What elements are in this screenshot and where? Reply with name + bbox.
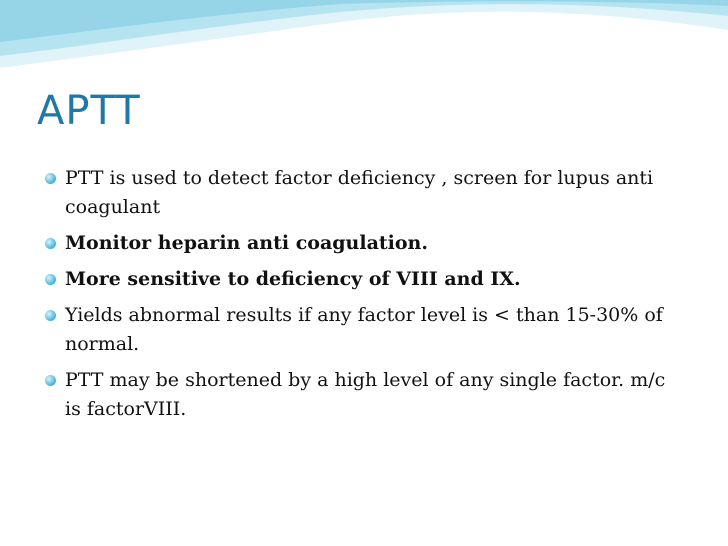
bullet-dot-icon — [45, 310, 56, 321]
bullet-dot-icon — [45, 274, 56, 285]
slide-title: APTT — [37, 88, 141, 134]
bullet-dot-icon — [45, 173, 56, 184]
header-wave-decoration — [0, 0, 728, 80]
bullet-item — [44, 366, 674, 424]
bullet-item — [44, 229, 674, 258]
bullet-item — [44, 301, 674, 359]
bullet-text: Monitor heparin anti coagulation. — [65, 232, 428, 254]
bullet-text: More sensitive to deficiency of VIII and IX. — [65, 268, 521, 290]
bullet-text: PTT is used to detect factor deficiency , screen for lupus anti coagulant — [65, 167, 654, 218]
bullet-item — [44, 164, 674, 222]
bullet-item — [44, 265, 674, 294]
bullet-dot-icon — [45, 375, 56, 386]
bullet-text: Yields abnormal results if any factor level is < than 15-30% of normal. — [65, 304, 663, 355]
bullet-dot-icon — [45, 238, 56, 249]
bullet-text: PTT may be shortened by a high level of any single factor. m/c is factorVIII. — [65, 369, 666, 420]
bullet-list — [44, 164, 674, 431]
